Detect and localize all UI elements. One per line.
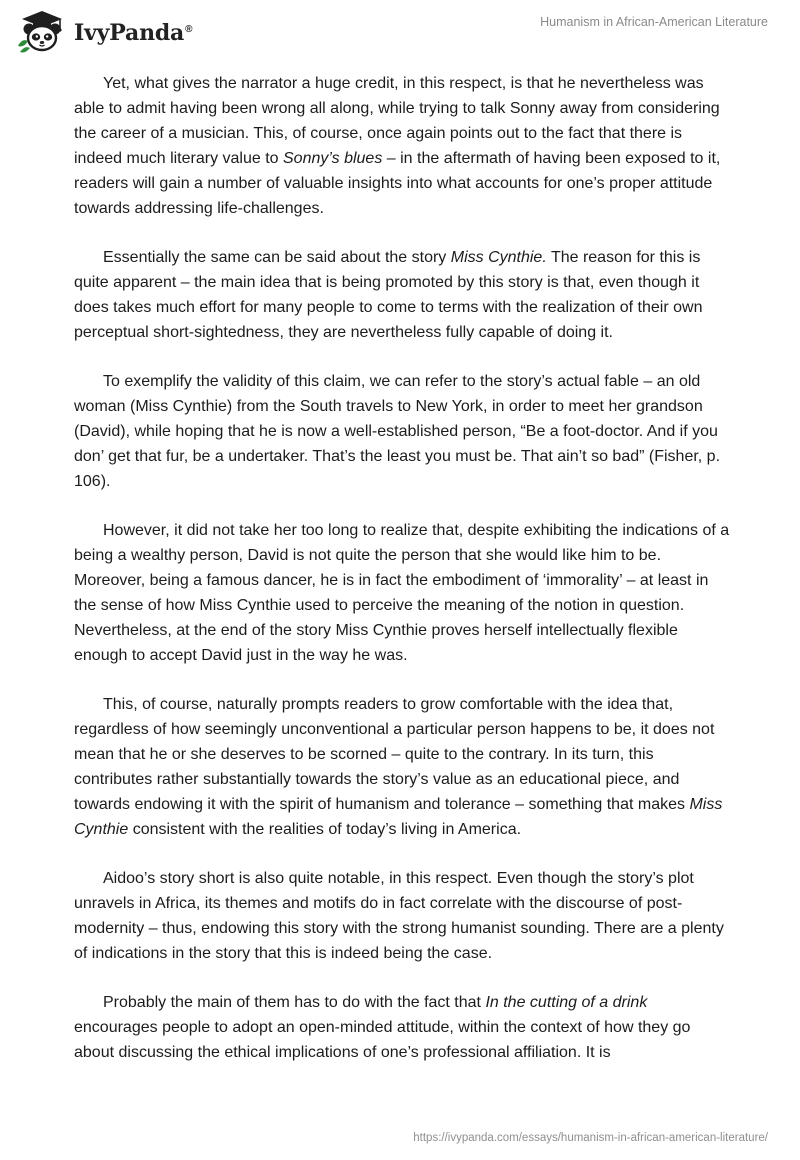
title-reference: In the cutting of a drink [485,994,648,1011]
title-reference: Sonny’s blues [283,150,383,167]
paragraph-text: However, it did not take her too long to realize that, despite exhibiting the indications of a being a wealthy person, David is not quite the person that she would like him to be. Moreover, being a famous dancer, he is in fact the embodiment of ‘immorality’ – at least in the sense of how Miss Cynthie used to perceive the meaning of the notion in question. Nevertheless, at the end of the story Miss Cynthie proves herself intellectually flexible enough to accept David just in the way he was. [74,522,730,664]
panda-graduate-logo-icon [16,10,68,54]
paragraph-text: Aidoo’s story short is also quite notable, in this respect. Even though the story’s plot unravels in Africa, its themes and motifs do in fact correlate with the discourse of post-modernity – thus, endowing this story with the strong humanist sounding. There are a plenty of indications in the story that this is indeed being the case. [74,870,724,962]
paragraph-text: consistent with the realities of today’s living in America. [128,821,522,838]
page-header [0,0,800,64]
title-reference: Miss Cynthie [74,796,723,838]
essay-body [74,71,734,1089]
paragraph-text: Essentially the same can be said about the story [103,249,451,266]
source-url-link[interactable]: https://ivypanda.com/essays/humanism-in-african-american-literature/ [413,1132,768,1144]
paragraph [74,71,734,221]
paragraph-text: The reason for this is quite apparent – the main idea that is being promoted by this story is that, even though it does takes much effort for many people to come to terms with the realization of their own perceptual short-sightedness, they are nevertheless fully capable of doing it. [74,249,703,341]
paragraph [74,245,734,345]
paragraph-text: – in the aftermath of having been exposed to it, readers will gain a number of valuable insights into what accounts for one’s proper attitude towards addressing life-challenges. [74,150,721,217]
paragraph-text: To exemplify the validity of this claim, we can refer to the story’s actual fable – an old woman (Miss Cynthie) from the South travels to New York, in order to meet her grandson (David), while hoping that he is now a well-established person, “Be a foot-doctor. And if you don’ get that fur, be a undertaker. That’s the least you must be. That ain’t so bad” (Fisher, p. 106). [74,373,721,490]
paragraph [74,990,734,1065]
title-reference: Miss Cynthie. [450,249,547,266]
brand-text: IvyPanda [74,20,185,46]
paragraph [74,692,734,842]
registered-mark: ® [185,23,193,35]
paragraph-text: Yet, what gives the narrator a huge credit, in this respect, is that he nevertheless was able to admit having been wrong all along, while trying to talk Sonny away from considering the career of a musician. This, of course, once again points out to the fact that there is indeed much literary value to [74,75,720,167]
brand-name [74,20,192,46]
paragraph [74,866,734,966]
brand-logo[interactable] [16,8,192,56]
running-title: Humanism in African-American Literature [540,15,768,29]
paragraph [74,369,734,494]
paragraph [74,518,734,668]
paragraph-text: encourages people to adopt an open-minded attitude, within the context of how they go about discussing the ethical implications of one’s professional affiliation. It is [74,1019,691,1061]
paragraph-text: This, of course, naturally prompts readers to grow comfortable with the idea that, regardless of how seemingly unconventional a particular person happens to be, it does not mean that he or she deserves to be scorned – quite to the contrary. In its turn, this contributes rather substantially towards the story’s value as an educational piece, and towards endowing it with the spirit of humanism and tolerance – something that makes [74,696,715,813]
paragraph-text: Probably the main of them has to do with the fact that [103,994,486,1011]
